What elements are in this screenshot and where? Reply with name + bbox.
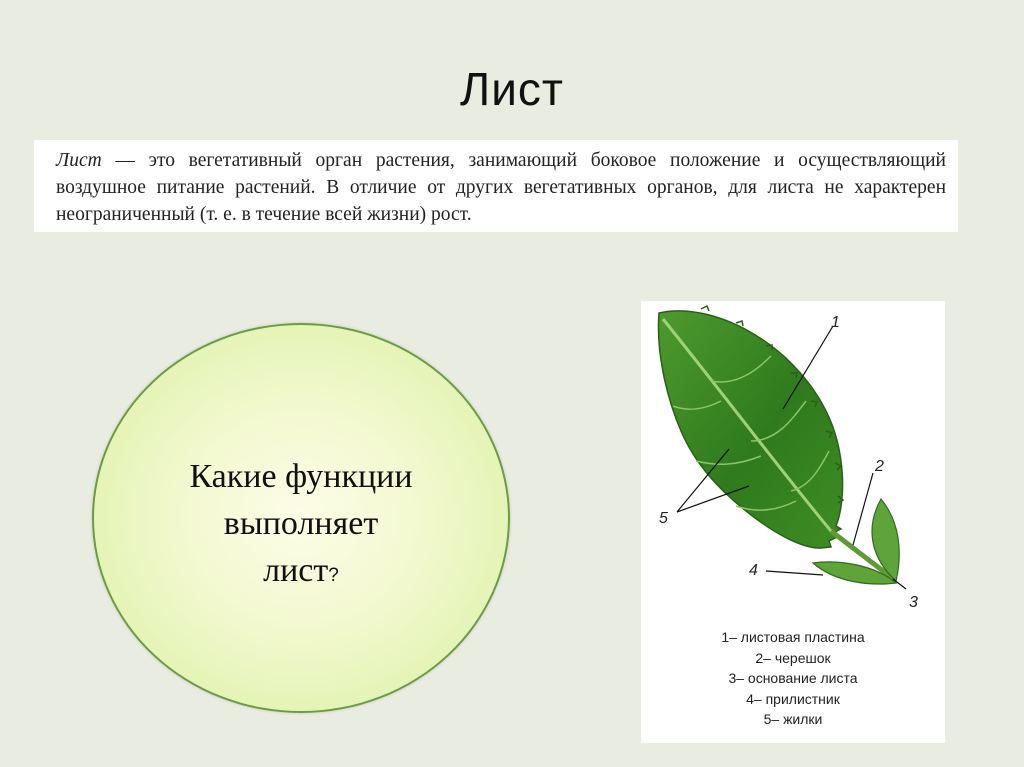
legend-item: 2– черешок [755, 649, 831, 666]
legend-item: 1– листовая пластина [721, 629, 865, 645]
diagram-legend [641, 627, 945, 730]
leader-line-2 [853, 473, 873, 545]
definition-body: — это вегетативный орган растения, занимающий боковое положение и осуществляющий воздушное питание растений. В отличие от других вегетативных органов, для листа не характерен неограниченный (т. е. в течение всей жизни) рост. [56, 150, 946, 225]
question-oval [92, 323, 510, 713]
label-1: 1 [831, 314, 840, 331]
definition-term: Лист [56, 150, 102, 171]
question-line-2: выполняет [223, 505, 379, 542]
leader-line-3 [893, 579, 906, 589]
slide-title: Лист [460, 63, 564, 115]
question-word: лист [263, 552, 329, 589]
legend-item: 4– прилистник [746, 690, 840, 707]
label-5: 5 [659, 510, 668, 527]
definition-text [56, 147, 946, 228]
legend-item: 5– жилки [763, 711, 823, 727]
label-3: 3 [909, 594, 918, 611]
question-line-1: Какие функции [189, 458, 413, 495]
question-mark: ? [328, 565, 339, 586]
legend-item: 3– основание листа [728, 670, 858, 686]
definition-box [34, 140, 958, 232]
question-text [94, 453, 508, 599]
leader-line-4 [766, 571, 823, 575]
label-2: 2 [875, 458, 884, 475]
leaf-diagram-panel [641, 301, 945, 743]
question-line-3 [94, 547, 508, 599]
label-4: 4 [749, 562, 758, 579]
